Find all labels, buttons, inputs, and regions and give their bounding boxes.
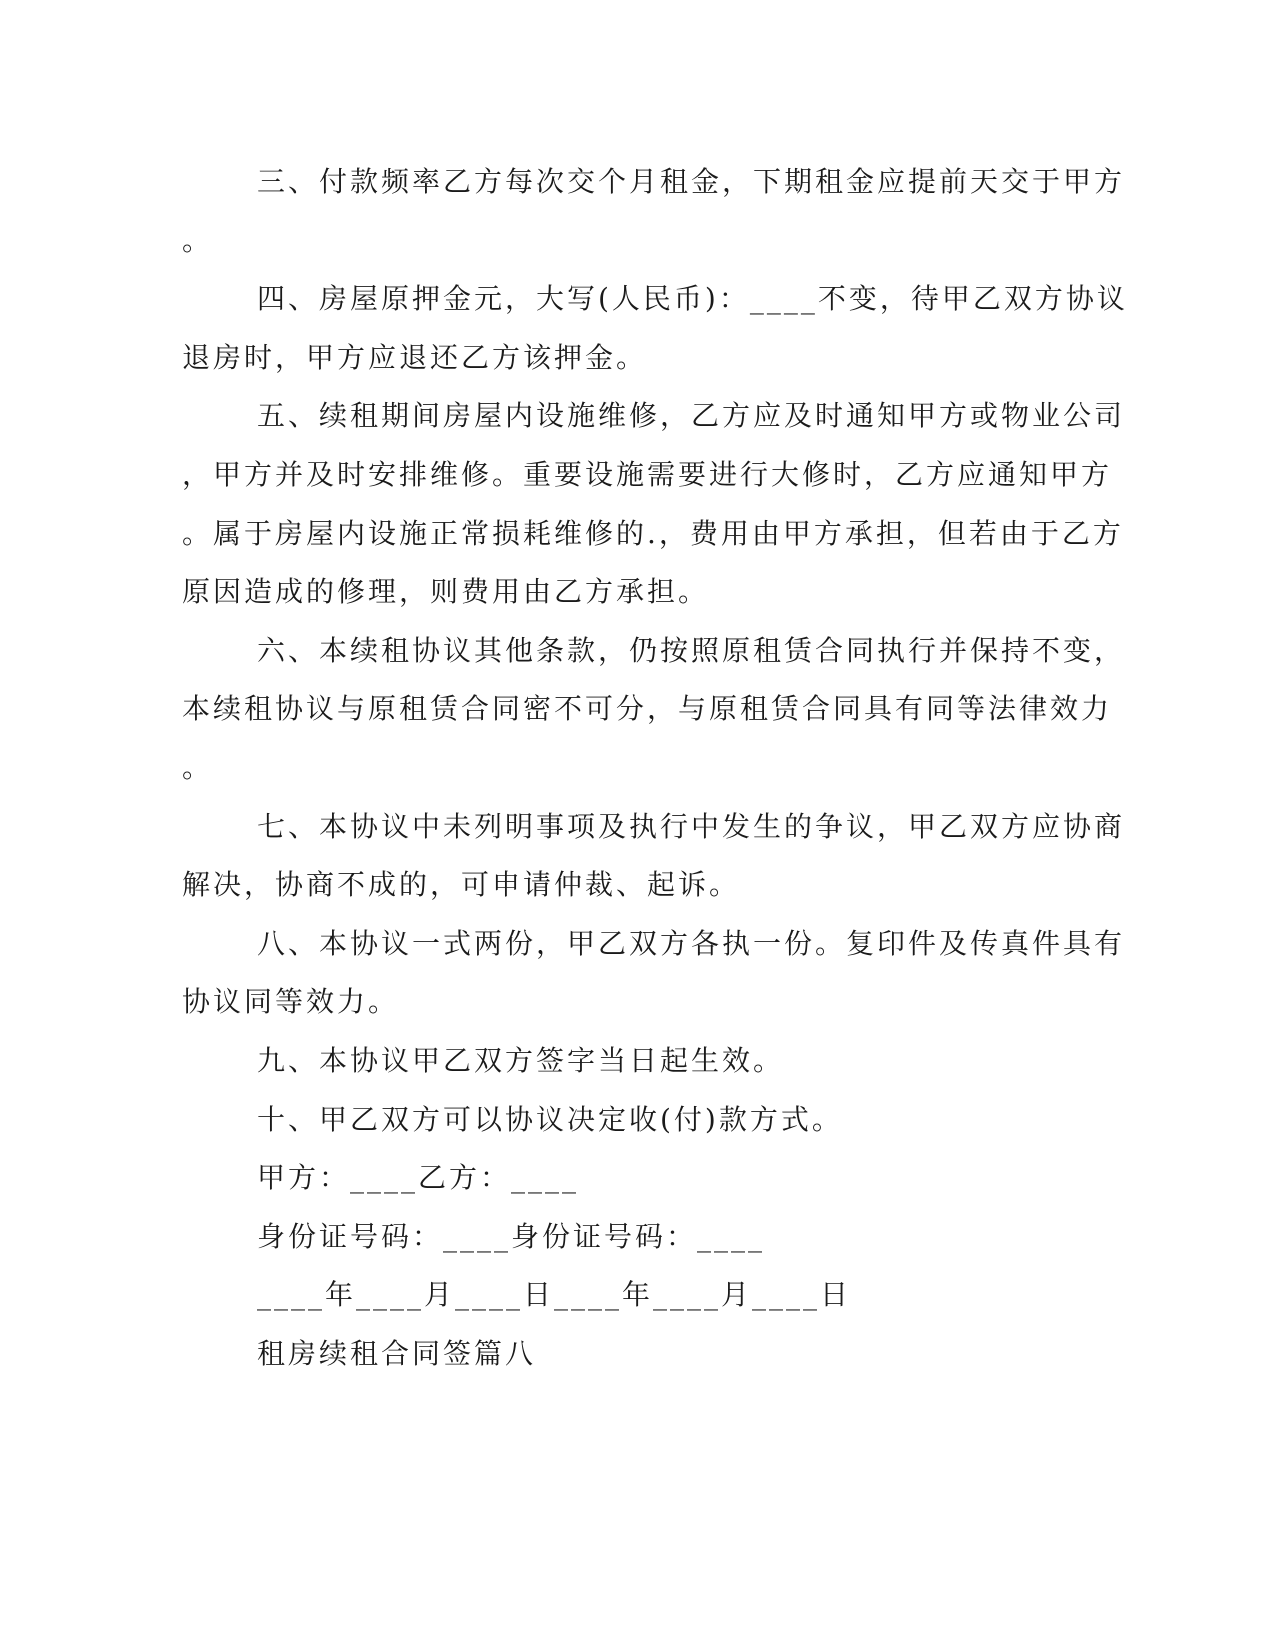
signature-dates: ____年____月____日____年____月____日 <box>257 1278 852 1311</box>
signature-id-numbers: 身份证号码：____身份证号码：____ <box>257 1220 766 1253</box>
clause-4-line-1: 四、房屋原押金元，大写(人民币)：____不变，待甲乙双方协议 <box>257 282 1128 315</box>
signature-parties: 甲方：____乙方：____ <box>257 1161 580 1194</box>
clause-5-line-4: 原因造成的修理，则费用由乙方承担。 <box>182 575 710 608</box>
section-heading: 租房续租合同签篇八 <box>257 1337 537 1370</box>
clause-6-line-1: 六、本续租协议其他条款，仍按照原租赁合同执行并保持不变， <box>257 634 1126 667</box>
clause-6-line-3: 。 <box>182 751 214 784</box>
clause-8-line-2: 协议同等效力。 <box>182 985 400 1018</box>
clause-5-line-2: ，甲方并及时安排维修。重要设施需要进行大修时，乙方应通知甲方 <box>182 458 1113 491</box>
clause-9: 九、本协议甲乙双方签字当日起生效。 <box>257 1044 785 1077</box>
clause-7-line-1: 七、本协议中未列明事项及执行中发生的争议，甲乙双方应协商 <box>257 810 1126 843</box>
clause-3-line-1: 三、付款频率乙方每次交个月租金，下期租金应提前天交于甲方 <box>257 165 1126 198</box>
clause-7-line-2: 解决，协商不成的，可申请仲裁、起诉。 <box>182 868 741 901</box>
clause-3-line-2: 。 <box>182 224 214 257</box>
clause-4-line-2: 退房时，甲方应退还乙方该押金。 <box>182 341 648 374</box>
clause-8-line-1: 八、本协议一式两份，甲乙双方各执一份。复印件及传真件具有 <box>257 927 1126 960</box>
clause-5-line-1: 五、续租期间房屋内设施维修，乙方应及时通知甲方或物业公司 <box>257 399 1126 432</box>
clause-6-line-2: 本续租协议与原租赁合同密不可分，与原租赁合同具有同等法律效力 <box>182 692 1113 725</box>
clause-5-line-3: 。属于房屋内设施正常损耗维修的.，费用由甲方承担，但若由于乙方 <box>182 517 1124 550</box>
clause-10: 十、甲乙双方可以协议决定收(付)款方式。 <box>257 1103 843 1136</box>
